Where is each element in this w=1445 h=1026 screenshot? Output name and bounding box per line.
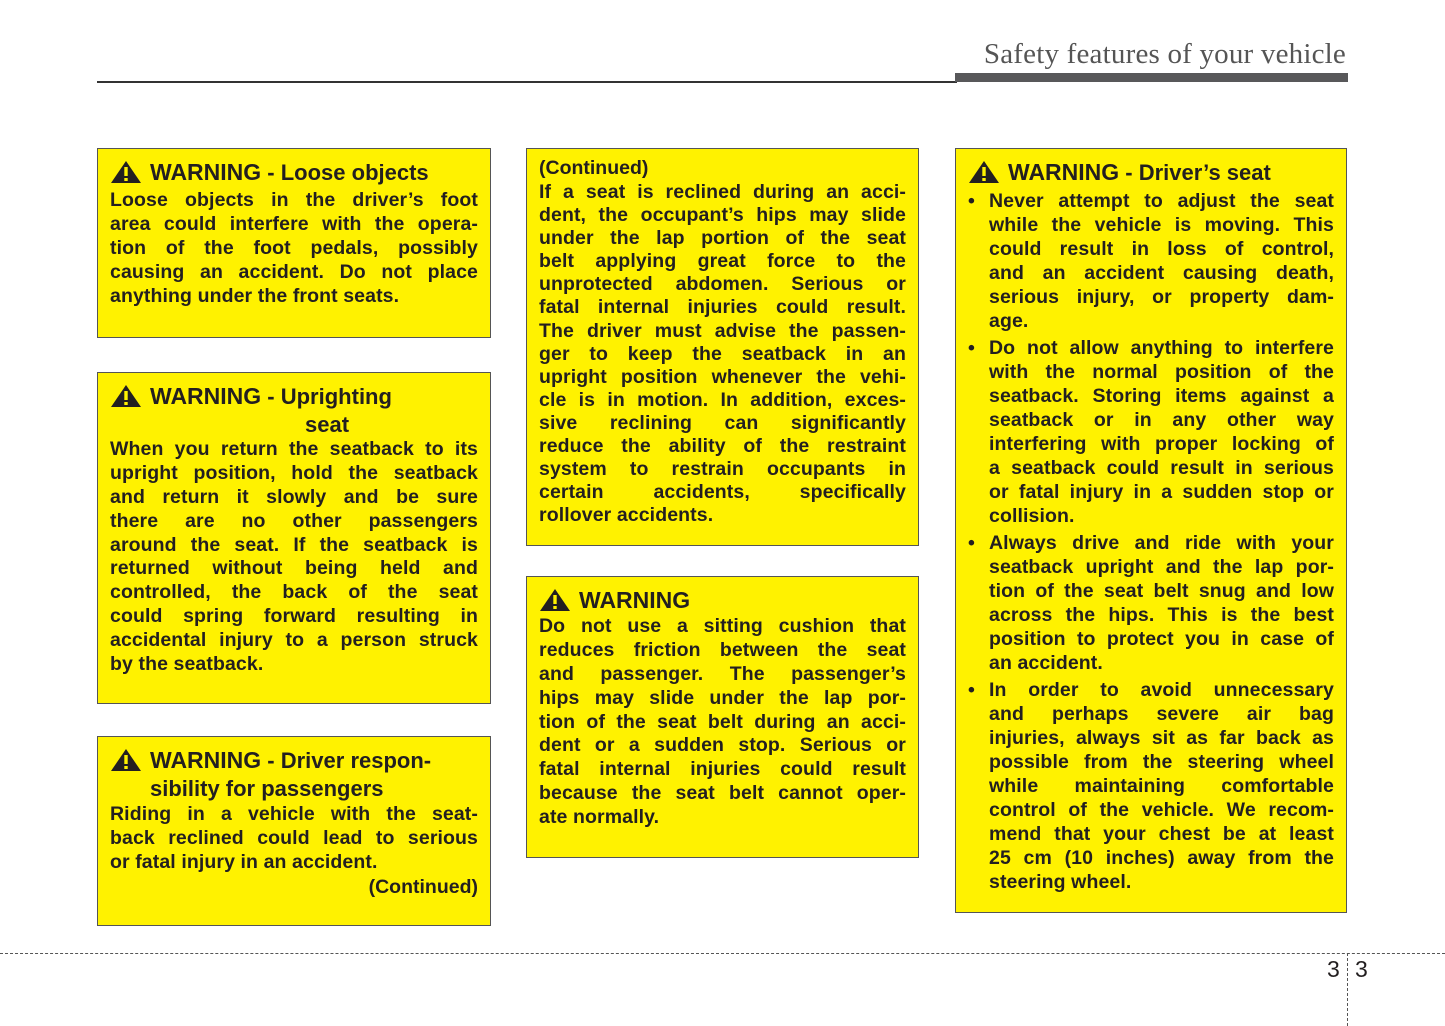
body-text-line: interfering with proper locking of bbox=[989, 433, 1334, 455]
body-text-line: around the seat. If the seatback is bbox=[110, 533, 478, 556]
body-text-line: sive reclining can significantly bbox=[539, 411, 906, 434]
body-text-line: tion of the seat belt during an acci- bbox=[539, 710, 906, 733]
bullet-icon: • bbox=[968, 532, 975, 554]
bullet-item bbox=[968, 678, 1334, 894]
body-text-line: dent, the occupant’s hips may slide bbox=[539, 204, 906, 227]
warning-title-text bbox=[150, 383, 392, 410]
body-text-line: unprotected abdomen. Serious or bbox=[539, 273, 906, 296]
warning-label: WARNING bbox=[150, 747, 262, 773]
warning-title-text bbox=[1008, 159, 1271, 186]
title-separator: - bbox=[1119, 160, 1139, 185]
body-text-line: Riding in a vehicle with the seat- bbox=[110, 803, 478, 825]
warning-subject-continued: sibility for passengers bbox=[150, 776, 384, 801]
body-text-line: controlled, the back of the seat bbox=[110, 581, 478, 604]
body-text-line: Do not use a sitting cushion that bbox=[539, 615, 906, 637]
section-title: Safety features of your vehicle bbox=[983, 38, 1346, 70]
body-text-line: a seatback could result in serious bbox=[989, 457, 1334, 479]
body-text-line: ger to keep the seatback in an bbox=[539, 342, 906, 365]
body-text-line: and return it slowly and be sure bbox=[110, 485, 478, 508]
bullet-icon: • bbox=[968, 190, 975, 212]
bullet-item bbox=[968, 531, 1334, 675]
body-text-line: could result in loss of control, bbox=[989, 238, 1334, 260]
body-text-line: or fatal injury in a sudden stop or bbox=[989, 481, 1334, 503]
section-number: 3 bbox=[1327, 956, 1340, 982]
warning-title bbox=[968, 159, 1334, 186]
body-text-line: anything under the front seats. bbox=[110, 285, 400, 307]
body-text-line: causing an accident. Do not place bbox=[110, 261, 478, 283]
warning-triangle-icon bbox=[110, 748, 142, 772]
body-text-line: steering wheel. bbox=[989, 871, 1132, 893]
body-text-line: tion of the foot pedals, possibly bbox=[110, 237, 478, 259]
body-text-line: certain accidents, specifically bbox=[539, 481, 906, 504]
body-text-line: seatback. Storing items against a bbox=[989, 385, 1334, 407]
body-text-line: If a seat is reclined during an acci- bbox=[539, 181, 906, 203]
warning-label: WARNING bbox=[150, 383, 262, 409]
warning-subject: Uprighting bbox=[280, 384, 392, 409]
body-text-line: and passenger. The passenger’s bbox=[539, 662, 906, 685]
warning-box-uprighting-seat bbox=[97, 372, 491, 704]
body-text-line: fatal internal injuries could result. bbox=[539, 296, 906, 319]
body-text-line: under the lap portion of the seat bbox=[539, 227, 906, 250]
warning-subject: Driver respon- bbox=[280, 748, 432, 773]
warning-triangle-icon bbox=[539, 588, 571, 612]
body-text-line: upright position, hold the seatback bbox=[110, 461, 478, 484]
body-text-line: upright position whenever the vehi- bbox=[539, 365, 906, 388]
warning-triangle-icon bbox=[968, 160, 1000, 184]
header-bar bbox=[955, 73, 1348, 82]
warning-title bbox=[110, 159, 478, 186]
warning-triangle-icon bbox=[110, 160, 142, 184]
body-text-line: Loose objects in the driver’s foot bbox=[110, 189, 478, 211]
body-text-line: across the hips. This is the best bbox=[989, 604, 1334, 626]
body-text-line: position to protect you in case of bbox=[989, 628, 1334, 650]
body-text-line: while maintaining comfortable bbox=[989, 775, 1334, 797]
continued-label: (Continued) bbox=[539, 157, 649, 179]
body-text-line: seatback or in any other way bbox=[989, 409, 1334, 431]
body-text-line: reduces friction between the seat bbox=[539, 638, 906, 661]
warning-subject: Loose objects bbox=[280, 160, 429, 185]
title-separator: - bbox=[261, 748, 281, 773]
body-text-line: system to restrain occupants in bbox=[539, 458, 906, 481]
footer-divider bbox=[1347, 953, 1348, 1026]
body-text-line: Never attempt to adjust the seat bbox=[989, 190, 1334, 212]
warning-label: WARNING bbox=[1008, 159, 1120, 185]
body-text-line: The driver must advise the passen- bbox=[539, 319, 906, 342]
body-text-line: serious injury, or property dam- bbox=[989, 286, 1334, 308]
warning-label: WARNING bbox=[150, 159, 262, 185]
body-text-line: while the vehicle is moving. This bbox=[989, 214, 1334, 236]
warning-box-driver-responsibility bbox=[97, 736, 491, 926]
body-text-line: 25 cm (10 inches) away from the bbox=[989, 847, 1334, 869]
footer-rule bbox=[0, 953, 1445, 954]
warning-title-text bbox=[579, 587, 690, 613]
bullet-icon: • bbox=[968, 337, 975, 359]
warning-title bbox=[110, 383, 478, 410]
warning-box-sitting-cushion bbox=[526, 576, 919, 858]
body-text-line: belt applying great force to the bbox=[539, 250, 906, 273]
body-text-line: with the normal position of the bbox=[989, 361, 1334, 383]
bullet-icon: • bbox=[968, 679, 975, 701]
body-text-line: area could interfere with the opera- bbox=[110, 213, 478, 235]
body-text-line: back reclined could lead to serious bbox=[110, 827, 478, 849]
body-text-line: rollover accidents. bbox=[539, 504, 714, 527]
body-text-line: Do not allow anything to interfere bbox=[989, 337, 1334, 359]
warning-box-drivers-seat bbox=[955, 148, 1347, 913]
body-text-line: When you return the seatback to its bbox=[110, 438, 478, 460]
body-text-line: age. bbox=[989, 310, 1029, 332]
body-text-line: dent or a sudden stop. Serious or bbox=[539, 734, 906, 757]
warning-subject-continued: seat bbox=[305, 412, 350, 437]
body-text-line: returned without being held and bbox=[110, 557, 478, 580]
warning-subject: Driver’s seat bbox=[1138, 160, 1271, 185]
body-text-line: tion of the seat belt snug and low bbox=[989, 580, 1334, 602]
body-text-line: injuries, always sit as far back as bbox=[989, 727, 1334, 749]
header-rule bbox=[97, 81, 957, 83]
warning-title bbox=[110, 747, 478, 774]
body-text-line: because the seat belt cannot oper- bbox=[539, 782, 906, 805]
body-text-line: control of the vehicle. We recom- bbox=[989, 799, 1334, 821]
body-text-line: or fatal injury in an accident. bbox=[110, 851, 378, 873]
bullet-item bbox=[968, 336, 1334, 528]
body-text-line: hips may slide under the lap por- bbox=[539, 686, 906, 709]
page-number: 3 bbox=[1355, 956, 1368, 982]
body-text-line: possible from the steering wheel bbox=[989, 751, 1334, 773]
warning-triangle-icon bbox=[110, 384, 142, 408]
body-text-line: could spring forward resulting in bbox=[110, 605, 478, 628]
body-text-line: reduce the ability of the restraint bbox=[539, 435, 906, 458]
body-text-line: seatback upright and the lap por- bbox=[989, 556, 1334, 578]
continued-label: (Continued) bbox=[368, 876, 478, 898]
body-text-line: accidental injury to a person struck bbox=[110, 629, 478, 652]
body-text-line: cle is in motion. In addition, exces- bbox=[539, 388, 906, 411]
body-text-line: an accident. bbox=[989, 652, 1103, 674]
body-text-line: by the seatback. bbox=[110, 653, 264, 676]
bullet-item bbox=[968, 189, 1334, 333]
warning-title bbox=[539, 587, 906, 613]
body-text-line: Always drive and ride with your bbox=[989, 532, 1334, 554]
body-text-line: and perhaps severe air bag bbox=[989, 703, 1334, 725]
body-text-line: In order to avoid unnecessary bbox=[989, 679, 1334, 701]
body-text-line: fatal internal injuries could result bbox=[539, 758, 906, 781]
title-separator: - bbox=[261, 160, 281, 185]
body-text-line: mend that your chest be at least bbox=[989, 823, 1334, 845]
warning-title-text bbox=[150, 159, 429, 186]
body-text-line: there are no other passengers bbox=[110, 509, 478, 532]
body-text-line: ate normally. bbox=[539, 806, 660, 829]
warning-box-loose-objects bbox=[97, 148, 491, 338]
warning-box-continued bbox=[526, 148, 919, 546]
title-separator: - bbox=[261, 384, 281, 409]
body-text-line: and an accident causing death, bbox=[989, 262, 1334, 284]
warning-title-text bbox=[150, 747, 431, 774]
body-text-line: collision. bbox=[989, 505, 1075, 527]
warning-label: WARNING bbox=[579, 587, 691, 613]
